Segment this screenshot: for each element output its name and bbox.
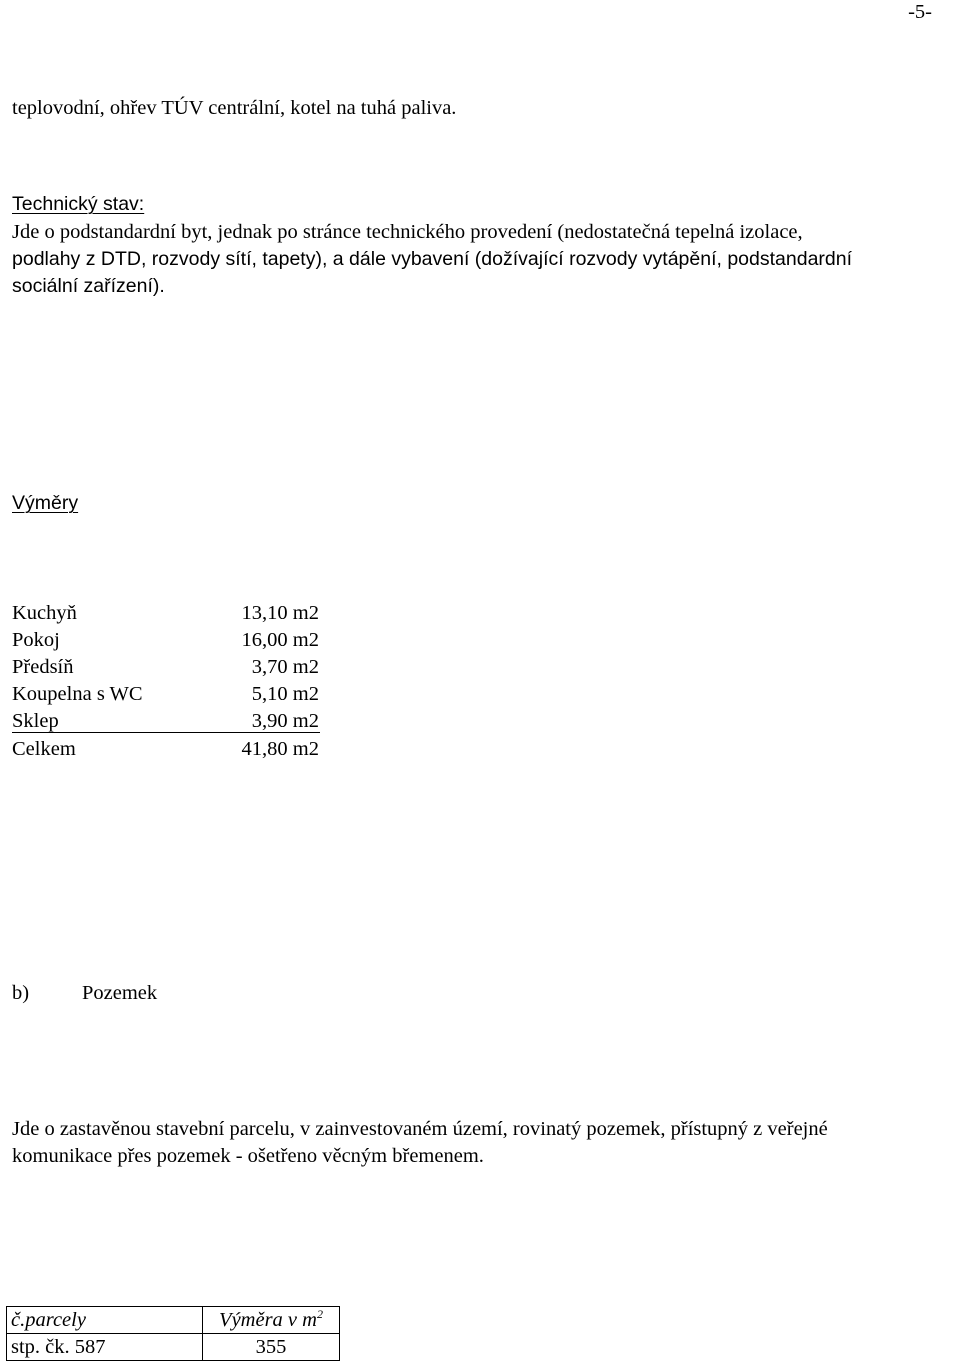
sum-divider-line [12,732,320,733]
area-total-value: 41,80 m2 [241,738,319,760]
area-row-label: Koupelna s WC [12,683,143,705]
parcel-description-line-1: Jde o zastavěnou stavební parcelu, v zainvestovaném území, rovinatý pozemek, přístupný z veřejné [12,1118,828,1140]
technical-state-heading: Technický stav: [12,193,145,215]
section-b-title: Pozemek [82,982,158,1004]
area-row-label: Pokoj [12,629,60,651]
parcel-table [6,1306,340,1361]
parcel-description-line-2: komunikace přes pozemek - ošetřeno věcným břemenem. [12,1145,484,1167]
area-row-label: Sklep [12,710,59,732]
area-total-label: Celkem [12,738,76,760]
area-row-value: 13,10 m2 [241,602,319,624]
intro-line: teplovodní, ohřev TÚV centrální, kotel na tuhá paliva. [12,97,457,119]
areas-heading: Výměry [12,492,79,514]
technical-state-line-2: podlahy z DTD, rozvody sítí, tapety), a dále vybavení (dožívající rozvody vytápění, podstandardní [12,248,853,270]
parcel-table-header-row [7,1307,340,1334]
parcel-area-cell: 355 [203,1334,340,1361]
parcel-column-header: č.parcely [7,1307,203,1334]
area-row-value: 3,90 m2 [251,710,319,732]
area-row-value: 3,70 m2 [251,656,319,678]
area-column-header: Výměra v $m^2$ [203,1307,340,1334]
page-number: -5- [908,1,932,23]
technical-state-line-1: Jde o podstandardní byt, jednak po stránce technického provedení (nedostatečná tepelná izolace, [12,221,803,243]
technical-state-line-3: sociální zařízení). [12,275,165,297]
area-row-value: 5,10 m2 [251,683,319,705]
parcel-table-row [7,1334,340,1361]
area-row-value: 16,00 m2 [241,629,319,651]
parcel-id-cell: stp. čk. 587 [7,1334,203,1361]
area-row-label: Kuchyň [12,602,77,624]
area-row-label: Předsíň [12,656,74,678]
section-b-letter: b) [12,982,30,1004]
